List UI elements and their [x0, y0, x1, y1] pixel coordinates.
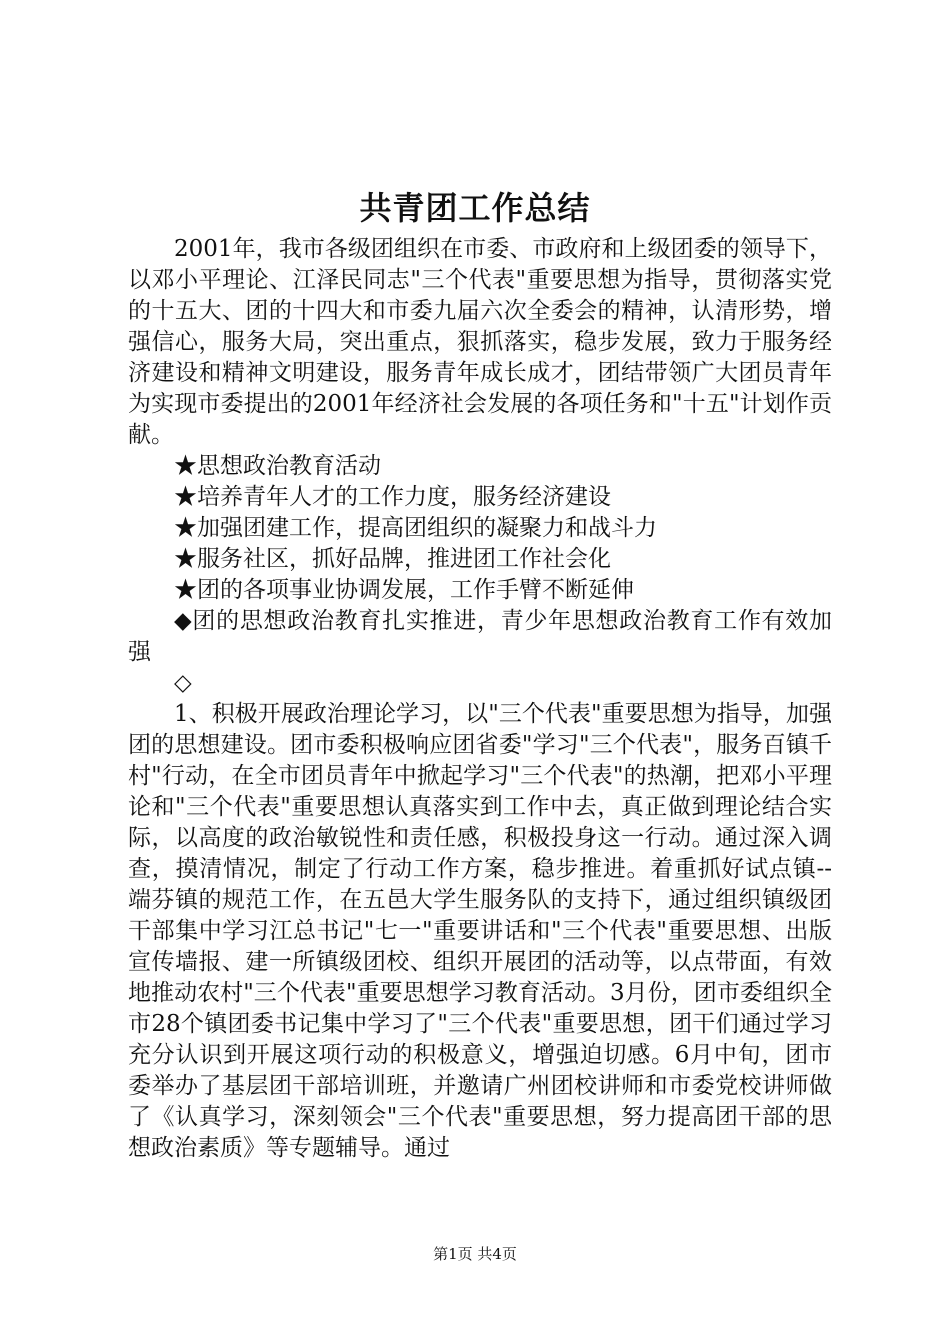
- section-heading: ◆团的思想政治教育扎实推进，青少年思想政治教育工作有效加强: [128, 608, 832, 665]
- intro-paragraph: 2001年，我市各级团组织在市委、市政府和上级团委的领导下，以邓小平理论、江泽民同志"三个代表"重要思想为指导，贯彻落实党的十五大、团的十四大和市委九届六次全委会的精神，认清形势，增强信心，服务大局，突出重点，狠抓落实，稳步发展，致力于服务经济建设和精神文明建设，服务青年成长成才，团结带领广大团员青年为实现市委提出的2001年经济社会发展的各项任务和"十五"计划作贡献。: [128, 236, 832, 448]
- document-title: 共青团工作总结: [359, 189, 591, 227]
- bullet-item: ★团的各项事业协调发展，工作手臂不断延伸: [174, 577, 634, 603]
- bullet-item: ★思想政治教育活动: [174, 453, 381, 479]
- bullet-item: ★培养青年人才的工作力度，服务经济建设: [174, 484, 611, 510]
- body-paragraph: 1、积极开展政治理论学习，以"三个代表"重要思想为指导，加强团的思想建设。团市委积极响应团省委"学习"三个代表"，服务百镇千村"行动，在全市团员青年中掀起学习"三个代表"的热潮，把邓小平理论和"三个代表"重要思想认真落实到工作中去，真正做到理论结合实际，以高度的政治敏锐性和责任感，积极投身这一行动。通过深入调查，摸清情况，制定了行动工作方案，稳步推进。着重抓好试点镇--端芬镇的规范工作，在五邑大学生服务队的支持下，通过组织镇级团干部集中学习江总书记"七一"重要讲话和"三个代表"重要思想、出版宣传墙报、建一所镇级团校、组织开展团的活动等，以点带面，有效地推动农村"三个代表"重要思想学习教育活动。3月份，团市委组织全市28个镇团委书记集中学习了"三个代表"重要思想，团干们通过学习充分认识到开展这项行动的积极意义，增强迫切感。6月中旬，团市委举办了基层团干部培训班，并邀请广州团校讲师和市委党校讲师做了《认真学习，深刻领会"三个代表"重要思想，努力提高团干部的思想政治素质》等专题辅导。通过: [128, 701, 832, 1161]
- document-body: [128, 234, 832, 1164]
- diamond-marker: ◇: [174, 670, 192, 696]
- bullet-item: ★加强团建工作，提高团组织的凝聚力和战斗力: [174, 515, 657, 541]
- page-footer: 第1页 共4页: [433, 1245, 517, 1263]
- bullet-item: ★服务社区，抓好品牌，推进团工作社会化: [174, 546, 611, 572]
